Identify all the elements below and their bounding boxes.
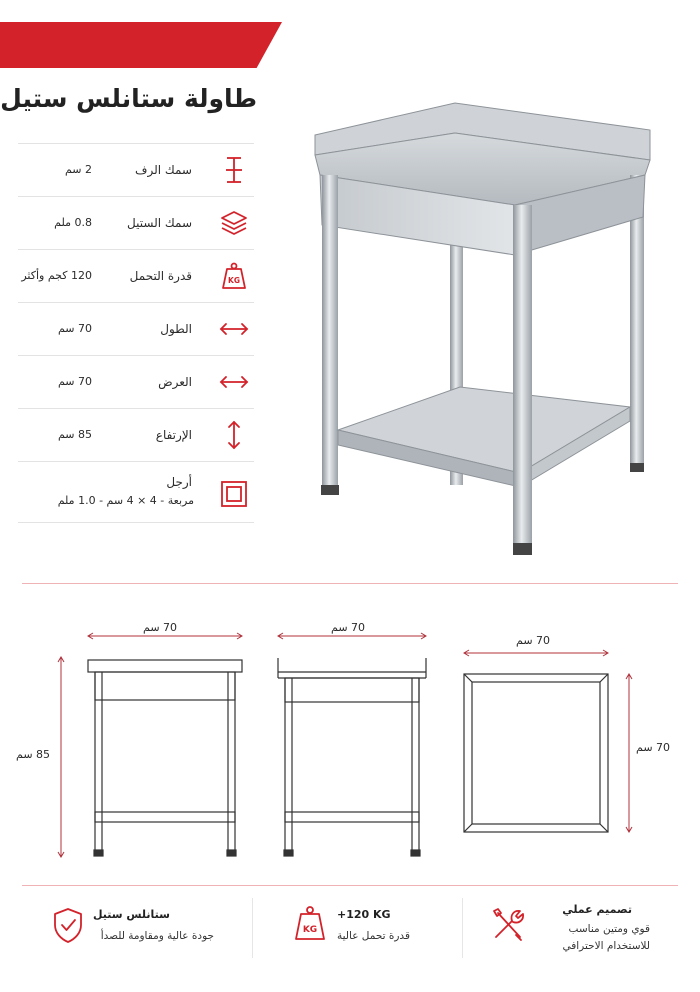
spec-row-load-capacity bbox=[18, 249, 254, 302]
feature-desc: جودة عالية ومقاومة للصدأ bbox=[100, 930, 214, 942]
technical-drawings bbox=[0, 600, 700, 870]
spec-value: 120 كجم وأكثر bbox=[21, 269, 92, 282]
feature-divider bbox=[252, 898, 253, 958]
feature-desc: قدرة تحمل عالية bbox=[337, 930, 410, 942]
tools-icon bbox=[488, 905, 528, 945]
spec-value: 70 سم bbox=[57, 375, 92, 388]
top-width-label: 70 سم bbox=[516, 634, 551, 647]
square-leg-icon bbox=[218, 478, 250, 510]
feature-title: تصميم عملي bbox=[562, 903, 632, 916]
spec-row-steel-thickness bbox=[18, 196, 254, 249]
vertical-arrows-icon bbox=[218, 419, 250, 451]
side-width-label: 70 سم bbox=[331, 621, 366, 634]
product-image bbox=[300, 95, 660, 565]
spec-value: 0.8 ملم bbox=[54, 216, 92, 229]
front-width-label: 70 سم bbox=[143, 621, 178, 634]
banner-title: داتا شيت bbox=[489, 28, 608, 59]
header-banner bbox=[0, 22, 282, 68]
spec-value: مربعة - 4 × 4 سم - 1.0 ملم bbox=[57, 494, 194, 507]
feature-divider bbox=[462, 898, 463, 958]
spec-label: سمك الستيل bbox=[127, 216, 192, 230]
spec-label: الإرتفاع bbox=[155, 428, 192, 442]
feature-desc-line: قوي ومتين مناسب bbox=[568, 923, 650, 935]
spec-value: 2 سم bbox=[64, 163, 92, 176]
spec-row-legs bbox=[18, 461, 254, 523]
shield-check-icon bbox=[48, 905, 88, 945]
top-depth-label: 70 سم bbox=[636, 741, 671, 754]
feature-title: +120 KG bbox=[337, 908, 391, 921]
feature-title: ستانلس ستيل bbox=[92, 908, 170, 921]
horizontal-arrows-icon bbox=[218, 366, 250, 398]
svg-text:KG: KG bbox=[302, 925, 318, 935]
section-divider bbox=[22, 885, 678, 886]
spec-row-length bbox=[18, 302, 254, 355]
spec-label: الطول bbox=[160, 322, 192, 336]
page-title: طاولة ستانلس ستيل bbox=[0, 84, 257, 113]
height-label: 85 سم bbox=[16, 748, 51, 761]
thickness-icon bbox=[218, 154, 250, 186]
spec-label: أرجل bbox=[166, 475, 192, 489]
svg-text:KG: KG bbox=[228, 276, 240, 285]
horizontal-arrows-icon bbox=[218, 313, 250, 345]
spec-label: قدرة التحمل bbox=[129, 269, 192, 283]
section-divider bbox=[22, 583, 678, 584]
spec-row-shelf-thickness bbox=[18, 143, 254, 196]
feature-desc-line: للاستخدام الاحترافي bbox=[562, 940, 650, 952]
spec-value: 85 سم bbox=[57, 428, 92, 441]
spec-label: العرض bbox=[158, 375, 192, 389]
spec-label: سمك الرف bbox=[135, 163, 192, 177]
spec-row-width bbox=[18, 355, 254, 408]
weight-kg-icon bbox=[290, 903, 330, 943]
weight-kg-icon bbox=[218, 260, 250, 292]
layers-icon bbox=[218, 207, 250, 239]
spec-row-height bbox=[18, 408, 254, 461]
spec-value: 70 سم bbox=[57, 322, 92, 335]
